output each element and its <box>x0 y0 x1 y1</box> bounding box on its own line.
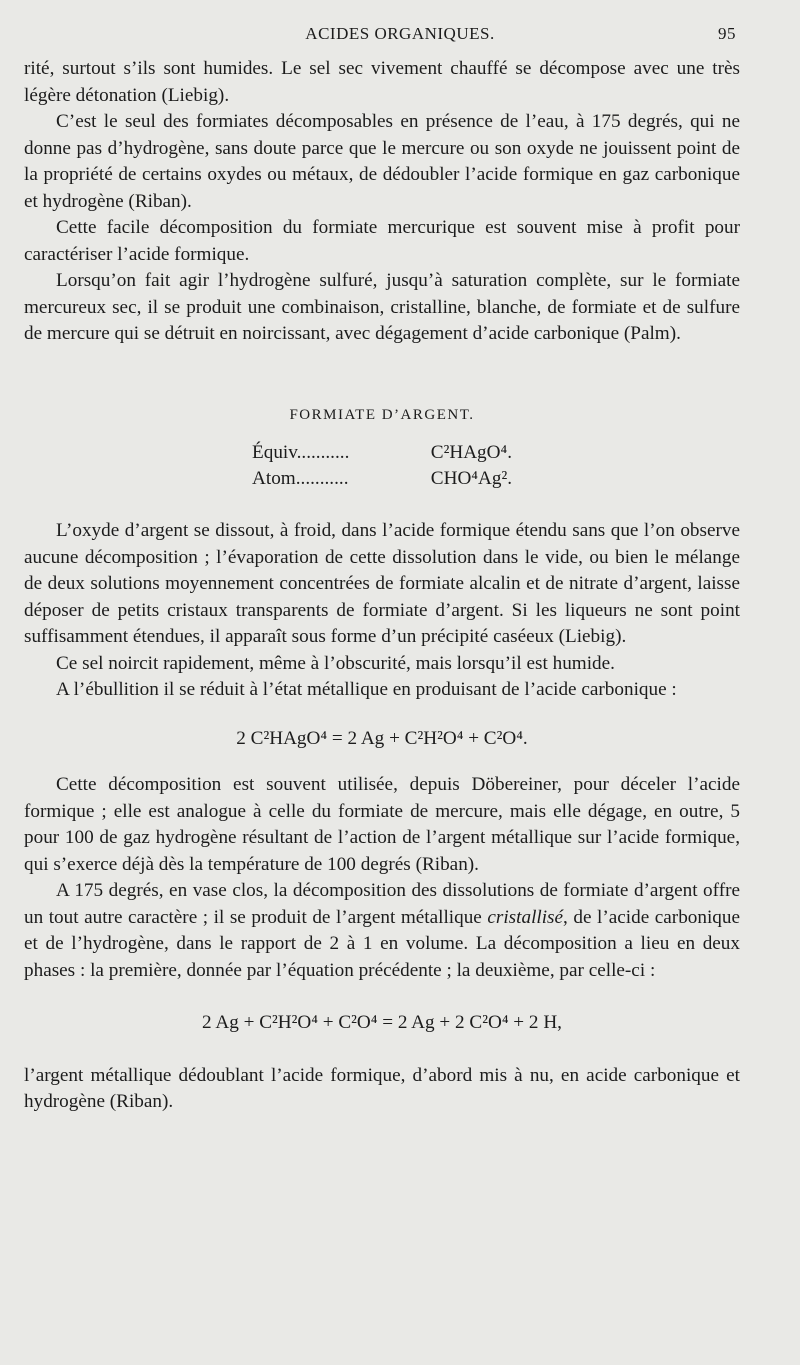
formula-label: Atom <box>252 468 296 489</box>
paragraph: Lorsqu’on fait agir l’hydrogène sulfuré, jusqu’à saturation complète, sur le formiate mercureux sec, il se produit une combinaison, cristalline, blanche, de formiate et de sulfure de mercure qui se détruit en noircissant, avec dégagement d’acide carbonique (Palm). <box>24 270 740 344</box>
text-run: A 175 degrés, en vase clos, la décomposition des dissolutions de formiate d’argent offre un tout autre caractère ; il se produit de l’argent métallique <box>24 880 740 928</box>
page-number: 95 <box>718 24 736 43</box>
section-heading: FORMIATE D’ARGENT. <box>289 406 475 423</box>
paragraph: Cette facile décomposition du formiate mercurique est souvent mise à profit pour caractériser l’acide formique. <box>24 217 740 265</box>
text-run: , de l’acide carbonique et de l’hydrogène, dans le rapport de 2 à 1 en volume. La décomposition a lieu en deux phases : la première, donnée par l’équation précédente ; la deuxième, par celle-ci : <box>24 906 741 981</box>
paragraph: l’argent métallique dédoublant l’acide formique, d’abord mis à nu, en acide carbonique et hydrogène (Riban). <box>24 1064 740 1112</box>
paragraph: L’oxyde d’argent se dissout, à froid, dans l’acide formique étendu sans que l’on observe aucune décomposition ; l’évaporation de cette dissolution dans le vide, ou bien le mélange de deux solutions moyennement concentrées de formiate alcalin et de nitrate d’argent, laisse déposer de petits cristaux transparents de formiate d’argent. Si les liqueurs ne sont point suffisamment étendues, il apparaît sous forme d’un précipité caséeux (Liebig). <box>24 520 740 647</box>
paragraph: rité, surtout s’ils sont humides. Le sel sec vivement chauffé se décompose avec une très légère détonation (Liebig). <box>24 58 740 106</box>
paragraph <box>24 878 740 984</box>
paragraph: Cette décomposition est souvent utilisée, depuis Döbereiner, pour déceler l’acide formique ; elle est analogue à celle du formiate de mercure, mais elle dégage, en outre, 5 pour 100 de gaz hydrogène résultant de l’action de l’argent métallique sur l’acide formique, qui s’exerce déjà dès la température de 100 degrés (Riban). <box>24 774 740 875</box>
formula-row-atom <box>252 466 512 492</box>
leader-dots: ........... <box>296 442 350 463</box>
paragraph: A l’ébullition il se réduit à l’état métallique en produisant de l’acide carbonique : <box>56 679 677 700</box>
chemical-equation: 2 C²HAgO⁴ = 2 Ag + C²H²O⁴ + C²O⁴. <box>236 727 528 749</box>
page-body <box>24 56 740 1116</box>
formula-label: Équiv <box>252 442 297 463</box>
leader-dots: ........... <box>295 468 349 489</box>
formula-value: CHO⁴Ag². <box>430 468 512 489</box>
running-header <box>0 24 800 50</box>
formula-row-equiv <box>252 440 512 466</box>
formula-value: C²HAgO⁴. <box>430 442 512 463</box>
chemical-equation: 2 Ag + C²H²O⁴ + C²O⁴ = 2 Ag + 2 C²O⁴ + 2 H, <box>202 1012 562 1033</box>
paragraph: C’est le seul des formiates décomposables en présence de l’eau, à 175 degrés, qui ne donne pas d’hydrogène, sans doute parce que le mercure ou son oxyde ne jouissent point de la propriété de certains oxydes ou métaux, de dédoubler l’acide formique en gaz carbonique et hydrogène (Riban). <box>24 111 740 212</box>
paragraph: Ce sel noircit rapidement, même à l’obscurité, mais lorsqu’il est humide. <box>56 652 615 674</box>
running-title: ACIDES ORGANIQUES. <box>305 24 495 43</box>
formula-table <box>252 440 512 492</box>
italic-term: cristallisé <box>487 906 564 928</box>
